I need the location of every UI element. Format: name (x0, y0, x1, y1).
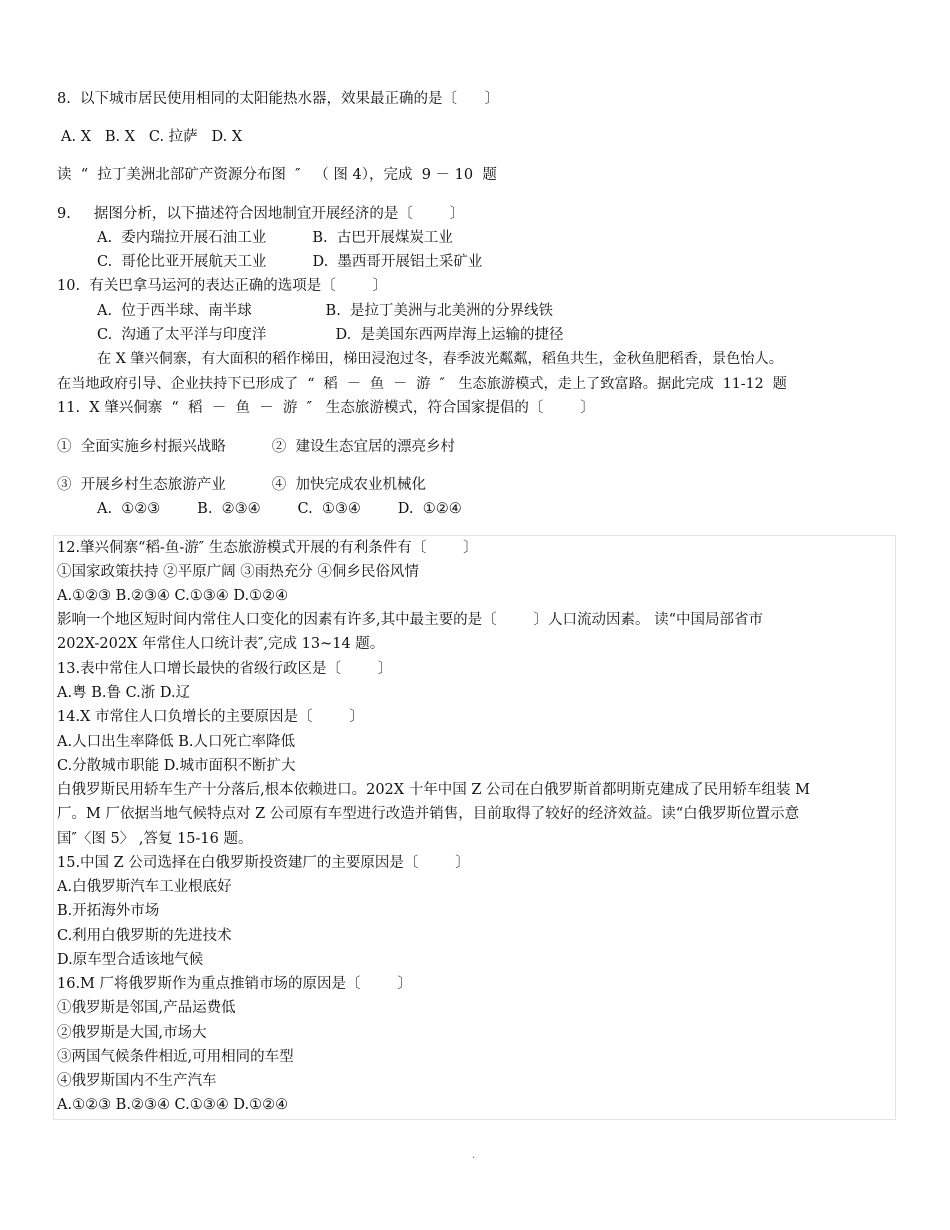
question-9-options-cd: C. 哥伦比亚开展航天工业 D. 墨西哥开展铝土采矿业 (97, 254, 483, 270)
box-line: ④俄罗斯国内不生产汽车 (57, 1073, 217, 1089)
question-8: 8. 以下城市居民使用相同的太阳能热水器，效果最正确的是〔 〕 (57, 91, 500, 107)
box-line: 14.X 市常住人口负增长的主要原因是〔 〕 (57, 709, 364, 725)
question-10: 10. 有关巴拿马运河的表达正确的选项是〔 〕 (57, 278, 388, 294)
box-line: C.利用白俄罗斯的先进技术 (57, 928, 232, 944)
question-11: 11. X 肇兴侗寨 “ 稻 － 鱼 － 游 ″ 生态旅游模式，符合国家提倡的〔 〕 (57, 400, 595, 416)
reading-intro-map: 读 “ 拉丁美洲北部矿产资源分布图 ″ （ 图 4），完成 9 － 10 题 (57, 167, 497, 183)
page-footer-mark: . (472, 1150, 476, 1161)
passage-line-2: 在当地政府引导、企业扶持下已形成了 “ 稻 － 鱼 － 游 ″ 生态旅游模式，走上了致富路。据此完成 11-12 题 (57, 376, 787, 392)
question-10-options-cd: C. 沟通了太平洋与印度洋 D. 是美国东西两岸海上运输的捷径 (97, 327, 564, 343)
question-11-statements-12: ① 全面实施乡村振兴战略 ② 建设生态宜居的漂亮乡村 (57, 439, 456, 455)
box-line: C.分散城市职能 D.城市面积不断扩大 (57, 758, 296, 774)
box-line: ②俄罗斯是大国,市场大 (57, 1025, 207, 1041)
question-8-options: A. X B. X C. 拉萨 D. X (61, 129, 243, 145)
box-line: 12.肇兴侗寨“稻-鱼-游″ 生态旅游模式开展的有利条件有〔 〕 (57, 540, 478, 556)
box-line: 15.中国 Z 公司选择在白俄罗斯投资建厂的主要原因是〔 〕 (57, 855, 470, 871)
box-line: A.粤 B.鲁 C.浙 D.辽 (57, 685, 191, 701)
box-line: A.①②③ B.②③④ C.①③④ D.①②④ (57, 1097, 289, 1113)
box-line: A.人口出生率降低 B.人口死亡率降低 (57, 734, 295, 750)
question-11-statements-34: ③ 开展乡村生态旅游产业 ④ 加快完成农业机械化 (57, 477, 427, 493)
box-line: 202X-202X 年常住人口统计表″,完成 13~14 题。 (57, 636, 385, 652)
box-line: ③两国气候条件相近,可用相同的车型 (57, 1049, 294, 1065)
box-line: 影响一个地区短时间内常住人口变化的因素有许多,其中最主要的是〔 〕人口流动因素。 读“中国局部省市 (57, 612, 764, 628)
box-line: 16.M 厂将俄罗斯作为重点推销市场的原因是〔 〕 (57, 976, 412, 992)
box-line: A.白俄罗斯汽车工业根底好 (57, 879, 232, 895)
question-10-options-ab: A. 位于西半球、南半球 B. 是拉丁美洲与北美洲的分界线铁 (97, 303, 554, 319)
question-9: 9. 据图分析，以下描述符合因地制宜开展经济的是〔 〕 (57, 206, 465, 222)
box-line: ①国家政策扶持 ②平原广阔 ③雨热充分 ④侗乡民俗风情 (57, 564, 419, 580)
box-line: A.①②③ B.②③④ C.①③④ D.①②④ (57, 588, 289, 604)
box-line: ①俄罗斯是邻国,产品运费低 (57, 1000, 236, 1016)
box-line: D.原车型合适该地气候 (57, 952, 204, 968)
passage-line-1: 在 X 肇兴侗寨，有大面积的稻作梯田，梯田浸泡过冬，春季波光粼粼，稻鱼共生，金秋鱼肥稻香，景色怡人。 (97, 351, 783, 367)
box-line: B.开拓海外市场 (57, 903, 160, 919)
box-line: 厂。M 厂依据当地气候特点对 Z 公司原有车型进行改造并销售，目前取得了较好的经济效益。读“白俄罗斯位置示意 (57, 806, 800, 822)
box-line: 13.表中常住人口增长最快的省级行政区是〔 〕 (57, 661, 393, 677)
question-11-options: A. ①②③ B. ②③④ C. ①③④ D. ①②④ (97, 501, 462, 517)
box-line: 国″〈图 5〉 ,答复 15-16 题。 (57, 831, 253, 847)
question-9-options-ab: A. 委内瑞拉开展石油工业 B. 古巴开展煤炭工业 (97, 230, 453, 246)
box-line: 白俄罗斯民用轿车生产十分落后,根本依赖进口。202X 十年中国 Z 公司在白俄罗斯首都明斯克建成了民用轿车组装 M (57, 782, 810, 798)
